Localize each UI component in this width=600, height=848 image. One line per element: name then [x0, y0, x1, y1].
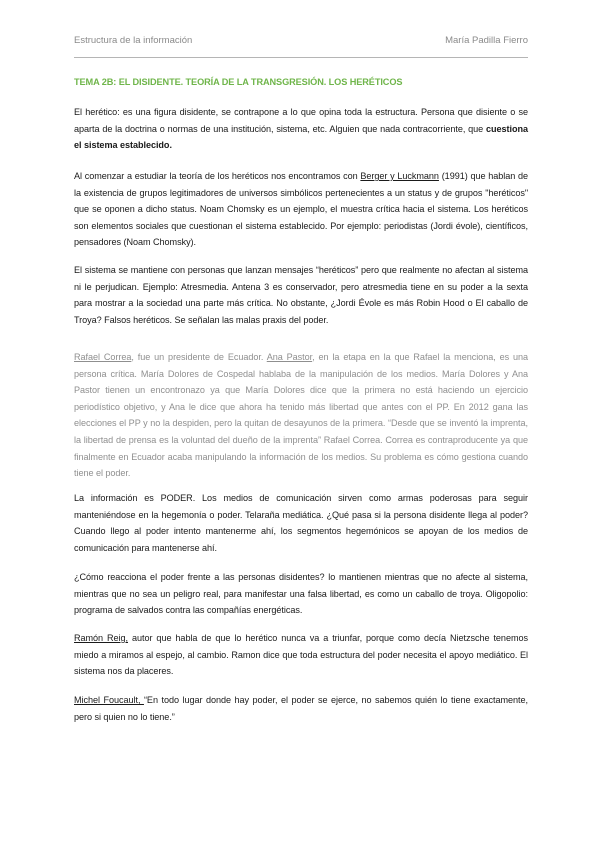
paragraph-foucault	[74, 692, 528, 725]
paragraph-rafael-correa	[74, 349, 528, 482]
text: ¿Cómo reacciona el poder frente a las personas disidentes? lo mantienen mientras que no afecte al sistema, mientras que no sea un peligro real, para manifestar una falsa libertad, es como un caballo de troya. Oligopolio: programa de salvados contra las compañías energéticas.	[74, 572, 528, 616]
header-divider	[74, 57, 528, 58]
text: La información es PODER. Los medios de comunicación sirven como armas poderosas para seguir manteniéndose en la hegemonía o poder. Telaraña mediática. ¿Qué pasa si la persona disidente llega al poder? Cuando llego al poder intento mantenerme ahí, los segmentos hegemónicos se apoyan de los medios de comunicación para mantenerse ahí.	[74, 493, 528, 553]
underlined-reference: Michel Foucault,	[74, 695, 144, 705]
text: (1991) que hablan de la existencia de grupos legitimadores de universos simbólicos pertenecientes a un status y de grupos "heréticos" que se oponen a dicho status. Noam Chomsky es un ejemplo, el muestra crítica hacia el sistema. Los heréticos son elementos sociales que cuestionan el sistema establecido. Por ejemplo: periodistas (Jordi évole), científicos, pensadores (Noam Chomsky).	[74, 171, 528, 248]
header-left-course-title: Estructura de la información	[74, 35, 193, 46]
paragraph-reaccion-poder	[74, 569, 528, 619]
header-right-author: María Padilla Fierro	[445, 35, 528, 46]
text: El herético: es una figura disidente, se contrapone a lo que opina toda la estructura. Persona que disiente o se aparta de la doctrina o normas de una institución, sistema, etc. Alguien que nada contracorriente, que	[74, 107, 528, 134]
bold-text: cuestiona el sistema establecido.	[74, 123, 528, 151]
paragraph-sistema	[74, 262, 528, 328]
underlined-reference: Berger y Luckmann	[360, 171, 439, 181]
document-title: TEMA 2B: EL DISIDENTE. TEORÍA DE LA TRANSGRESIÓN. LOS HERÉTICOS	[74, 77, 403, 87]
underlined-reference: Ana Pastor	[266, 352, 313, 362]
text: Al comenzar a estudiar la teoría de los heréticos nos encontramos con	[74, 171, 361, 181]
text: autor que habla de que lo herético nunca va a triunfar, porque como decía Nietzsche tenemos miedo a miramos al espejo, al cambio. Ramon dice que toda estructura del poder necesita el apoyo mediático. El sistema nos da placeres.	[74, 633, 528, 677]
underlined-reference: Rafael Correa	[74, 352, 132, 362]
text: , fue un presidente de Ecuador.	[131, 352, 267, 362]
underlined-reference: Ramón Reig,	[74, 633, 129, 643]
paragraph-ramon-reig	[74, 630, 528, 680]
text: “En todo lugar donde hay poder, el poder se ejerce, no sabemos quién lo tiene exactamente, pero si quien no lo tiene.”	[74, 695, 529, 722]
text: El sistema se mantiene con personas que lanzan mensajes “heréticos” pero que realmente no afectan al sistema ni le perjudican. Ejemplo: Atresmedia. Antena 3 es conservador, pero atresmedia tiene en su poder a la sexta para mostrar a la sociedad una parte más crítica. No obstante, ¿Jordi Évole es más Robin Hood o El caballo de Troya? Falsos heréticos. Se señalan las malas praxis del poder.	[74, 265, 528, 325]
paragraph-berger-luckmann	[74, 168, 528, 251]
text: , en la etapa en la que Rafael la menciona, es una persona crítica. María Dolores de Cospedal hablaba de la manipulación de los medios. María Dolores y Ana Pastor tienen un encontronazo ya que María Dolores dice que la primera no está haciendo un ejercicio periodístico objetivo, y Ana le dice que ahora ha tenido más libertad que antes con el PP. En 2012 gana las elecciones el PP y no la despiden, pero la quitan de desayunos de la primera. “Desde que se inventó la imprenta, la libertad de prensa es la voluntad del dueño de la imprenta” Rafael Correa. Correa es contraproducente ya que finalmente en Ecuador acaba manipulando la información de los medios. Su problema es cómo gestiona cuando tiene el poder.	[74, 352, 529, 479]
paragraph-informacion-poder	[74, 490, 528, 556]
paragraph-definition	[74, 104, 528, 154]
